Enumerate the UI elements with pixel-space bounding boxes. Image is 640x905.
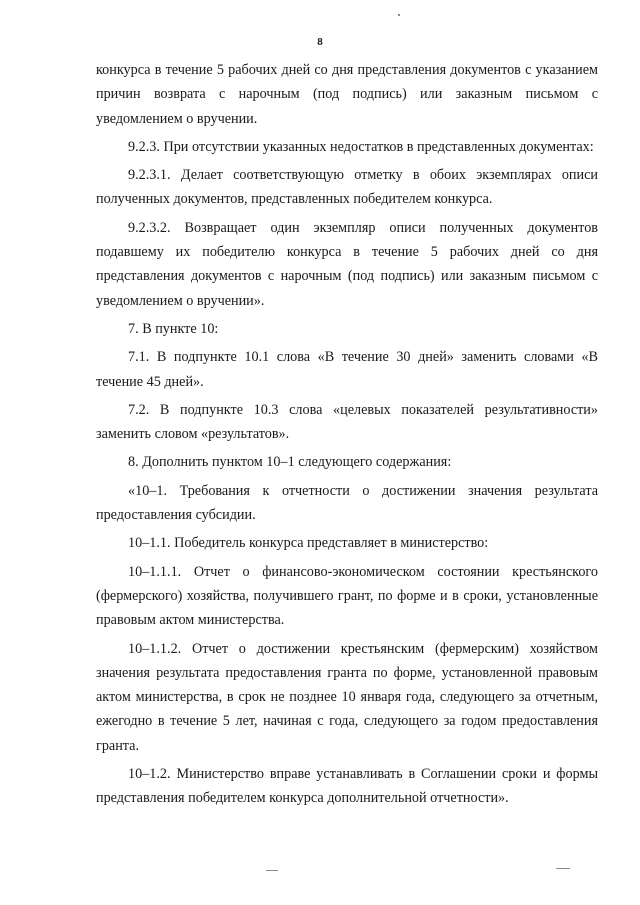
paragraph: 10–1.1. Победитель конкурса представляет в министерство:: [128, 535, 489, 552]
scan-artifact: [266, 870, 278, 871]
document-body: [96, 58, 598, 811]
paragraph: 9.2.3.1. Делает соответствующую отметку в обоих экземплярах описи полученных документов, представленных победителем конкурса.: [96, 167, 598, 208]
page-number: 8: [317, 36, 323, 48]
scan-artifact: [398, 14, 400, 16]
paragraph: 8. Дополнить пунктом 10–1 следующего содержания:: [128, 454, 452, 471]
paragraph: 10–1.1.1. Отчет о финансово-экономическом состоянии крестьянского (фермерского) хозяйства, получившего грант, по форме и в сроки, установленные правовым актом министерства.: [96, 563, 598, 629]
paragraph: конкурса в течение 5 рабочих дней со дня представления документов с указанием причин возврата с нарочным (под подпись) или заказным письмом с уведомлением о вручении.: [96, 62, 598, 127]
paragraph: 10–1.2. Министерство вправе устанавливать в Соглашении сроки и формы представления победителем конкурса дополнительной отчетности».: [96, 766, 598, 807]
paragraph: 7.2. В подпункте 10.3 слова «целевых показателей результативности» заменить словом «результатов».: [96, 401, 598, 443]
paragraph: «10–1. Требования к отчетности о достижении значения результата предоставления субсидии.: [96, 482, 598, 524]
paragraph: 9.2.3. При отсутствии указанных недостатков в представленных документах:: [128, 138, 594, 155]
paragraph: 7. В пункте 10:: [128, 320, 219, 337]
scan-artifact: [556, 868, 570, 869]
paragraph: 10–1.1.2. Отчет о достижении крестьянским (фермерским) хозяйством значения результата предоставления гранта по форме, установленной правовым актом министерства, в срок не позднее 10 января года, следующего за отчетным, ежегодно в течение 5 лет, начиная с года, следующего за годом предоставления гранта.: [96, 640, 598, 754]
paragraph: 9.2.3.2. Возвращает один экземпляр описи полученных документов подавшему их победителю конкурса в течение 5 рабочих дней со дня представления документов с нарочным (под подпись) или заказным письмом с уведомлением о вручении».: [96, 219, 598, 309]
paragraph: 7.1. В подпункте 10.1 слова «В течение 30 дней» заменить словами «В течение 45 дней».: [96, 349, 598, 390]
